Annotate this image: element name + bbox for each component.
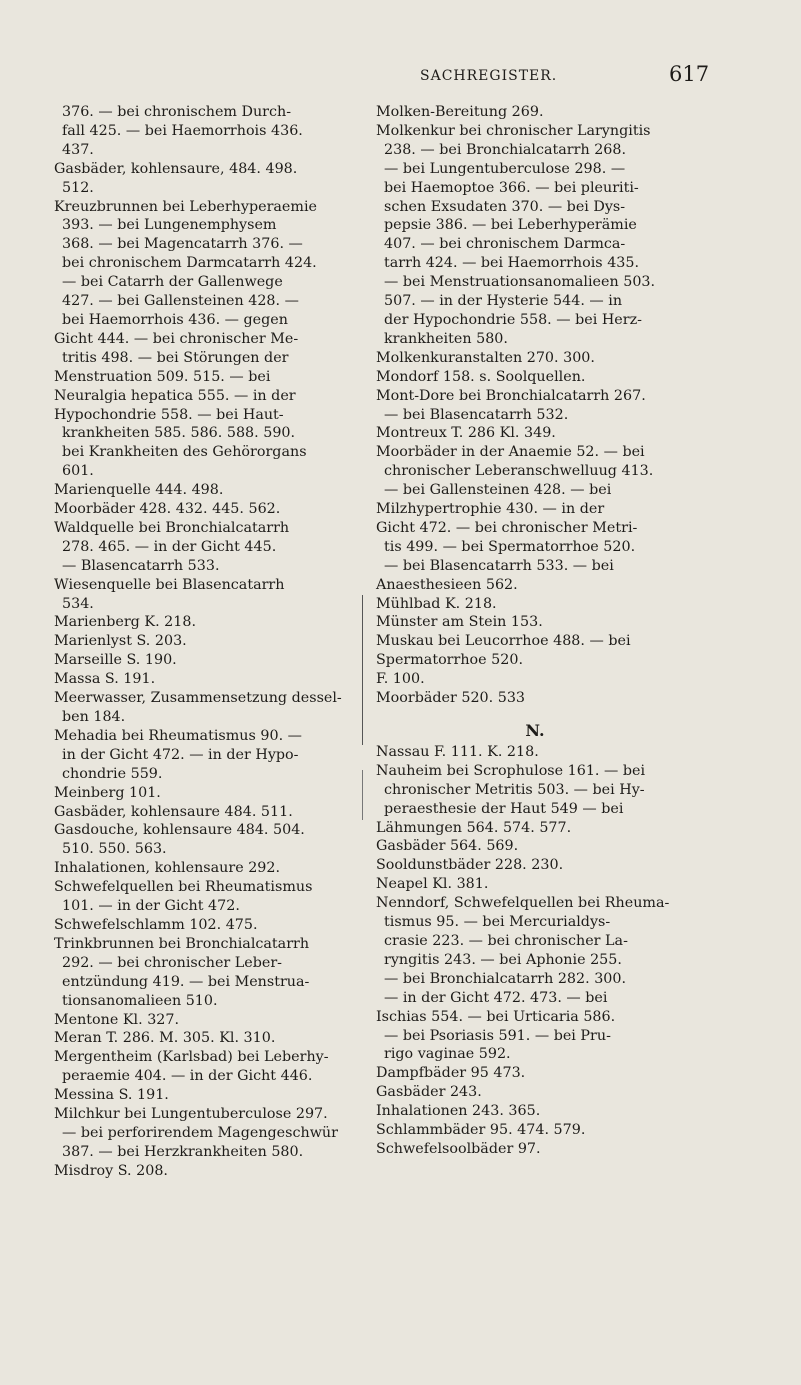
index-line: Hypochondrie 558. — bei Haut- [54, 406, 284, 423]
index-line: F. 100. [376, 671, 425, 688]
index-line: — bei Menstruationsanomalieen 503. [384, 274, 656, 291]
index-line: Schwefelsoolbäder 97. [376, 1140, 541, 1157]
index-line: peraemie 404. — in der Gicht 446. [62, 1068, 313, 1085]
index-line: Gasbäder, kohlensaure, 484. 498. [54, 160, 298, 177]
index-line: 507. — in der Hysterie 544. — in [384, 293, 623, 310]
index-line: Misdroy S. 208. [54, 1162, 168, 1179]
index-line: — bei Gallensteinen 428. — bei [384, 482, 612, 499]
index-line: Nassau F. 111. K. 218. [376, 743, 539, 760]
index-line: Molken-Bereitung 269. [376, 104, 544, 120]
index-line: Gasdouche, kohlensaure 484. 504. [54, 822, 305, 839]
index-line: Gasbäder 564. 569. [376, 838, 519, 855]
index-line: krankheiten 580. [384, 330, 508, 347]
index-line: — bei Blasencatarrh 532. [384, 406, 569, 423]
index-line: peraesthesie der Haut 549 — bei [384, 800, 624, 817]
index-line: tionsanomalieen 510. [62, 992, 218, 1009]
index-line: Trinkbrunnen bei Bronchialcatarrh [54, 935, 310, 952]
running-title: SACHREGISTER. [420, 68, 558, 84]
index-line: rigo vaginae 592. [384, 1046, 511, 1063]
index-line: bei Haemoptoe 366. — bei pleuriti- [384, 179, 639, 196]
index-line: — Blasencatarrh 533. [62, 557, 220, 574]
index-line: Marienberg K. 218. [54, 614, 196, 631]
index-line: Ischias 554. — bei Urticaria 586. [376, 1008, 616, 1025]
index-line: Mühlbad K. 218. [376, 595, 497, 612]
index-line: — bei Catarrh der Gallenwege [62, 274, 283, 291]
index-line: Molkenkuranstalten 270. 300. [376, 349, 595, 366]
index-line: Moorbäder in der Anaemie 52. — bei [376, 444, 645, 461]
index-line: Meran T. 286. M. 305. Kl. 310. [54, 1030, 276, 1047]
column-divider-lower [362, 770, 363, 820]
index-line: Mondorf 158. s. Soolquellen. [376, 368, 586, 385]
index-line: Neuralgia hepatica 555. — in der [54, 387, 296, 404]
index-line: 512. [62, 179, 94, 196]
index-line: Muskau bei Leucorrhoe 488. — bei [376, 633, 631, 650]
index-line: 387. — bei Herzkrankheiten 580. [62, 1143, 304, 1160]
index-line: Neapel Kl. 381. [376, 876, 489, 893]
index-line: — in der Gicht 472. 473. — bei [384, 989, 608, 1006]
index-line: der Hypochondrie 558. — bei Herz- [384, 311, 642, 328]
index-line: Montreux T. 286 Kl. 349. [376, 425, 556, 442]
index-line: Meinberg 101. [54, 784, 161, 801]
section-heading-n: N. [525, 721, 545, 740]
page-number: 617 [669, 62, 710, 86]
index-line: 368. — bei Magencatarrh 376. — [62, 236, 303, 253]
index-line: chondrie 559. [62, 765, 163, 782]
index-line: Waldquelle bei Bronchialcatarrh [54, 519, 290, 536]
index-line: Milchkur bei Lungentuberculose 297. [54, 1106, 328, 1123]
index-line: Moorbäder 520. 533 [376, 690, 526, 707]
index-line: 534. [62, 595, 94, 612]
index-line: in der Gicht 472. — in der Hypo- [62, 746, 299, 763]
index-line: Marienlyst S. 203. [54, 633, 187, 650]
index-line: Meerwasser, Zusammensetzung dessel- [54, 690, 342, 707]
index-line: Mehadia bei Rheumatismus 90. — [54, 727, 302, 744]
index-line: — bei Blasencatarrh 533. — bei [384, 557, 614, 574]
page-header [0, 62, 801, 92]
index-line: 393. — bei Lungenemphysem [62, 217, 277, 234]
index-line: crasie 223. — bei chronischer La- [384, 932, 628, 949]
index-line: ryngitis 243. — bei Aphonie 255. [384, 951, 622, 968]
index-line: 376. — bei chronischem Durch- [62, 104, 292, 120]
column-divider [362, 595, 363, 745]
index-line: pepsie 386. — bei Leberhyperämie [384, 217, 637, 234]
index-line: bei Krankheiten des Gehörorgans [62, 444, 307, 461]
right-column [376, 103, 694, 1159]
index-line: tis 499. — bei Spermatorrhoe 520. [384, 538, 636, 555]
index-line: 510. 550. 563. [62, 841, 167, 858]
index-line: Spermatorrhoe 520. [376, 652, 523, 669]
index-line: Nenndorf, Schwefelquellen bei Rheuma- [376, 895, 670, 912]
index-line: Gicht 472. — bei chronischer Metri- [376, 519, 638, 536]
index-line: Mergentheim (Karlsbad) bei Leberhy- [54, 1049, 329, 1066]
index-line: 278. 465. — in der Gicht 445. [62, 538, 277, 555]
index-line: krankheiten 585. 586. 588. 590. [62, 425, 296, 442]
index-line: tarrh 424. — bei Haemorrhois 435. [384, 255, 640, 272]
index-line: bei chronischem Darmcatarrh 424. [62, 255, 317, 272]
index-line: Marseille S. 190. [54, 652, 177, 669]
left-column [54, 103, 354, 1181]
index-line: fall 425. — bei Haemorrhois 436. [62, 122, 303, 139]
index-line: Münster am Stein 153. [376, 614, 543, 631]
index-line: 427. — bei Gallensteinen 428. — [62, 293, 299, 310]
index-line: tismus 95. — bei Mercurialdys- [384, 914, 611, 931]
index-line: — bei Psoriasis 591. — bei Pru- [384, 1027, 611, 1044]
index-line: Moorbäder 428. 432. 445. 562. [54, 501, 281, 518]
index-line: Kreuzbrunnen bei Leberhyperaemie [54, 198, 317, 215]
index-line: bei Haemorrhois 436. — gegen [62, 311, 288, 328]
index-line: schen Exsudaten 370. — bei Dys- [384, 198, 626, 215]
index-line: — bei perforirendem Magengeschwür [62, 1124, 338, 1141]
index-line: Schwefelschlamm 102. 475. [54, 916, 258, 933]
index-line: Molkenkur bei chronischer Laryngitis [376, 122, 651, 139]
index-line: Messina S. 191. [54, 1087, 169, 1104]
index-line: 601. [62, 463, 94, 480]
index-line: Gasbäder 243. [376, 1084, 482, 1101]
index-line: 407. — bei chronischem Darmca- [384, 236, 626, 253]
index-line: 292. — bei chronischer Leber- [62, 954, 283, 971]
index-line: Milzhypertrophie 430. — in der [376, 501, 605, 518]
index-line: Anaesthesieen 562. [376, 576, 518, 593]
index-line: chronischer Metritis 503. — bei Hy- [384, 781, 645, 798]
index-line: entzündung 419. — bei Menstrua- [62, 973, 310, 990]
index-line: ben 184. [62, 709, 126, 725]
index-line: Schwefelquellen bei Rheumatismus [54, 879, 313, 896]
index-line: Sooldunstbäder 228. 230. [376, 857, 564, 874]
index-line: Schlammbäder 95. 474. 579. [376, 1122, 586, 1139]
index-line: tritis 498. — bei Störungen der [62, 349, 289, 366]
index-line: Mentone Kl. 327. [54, 1011, 180, 1028]
index-line: 437. [62, 141, 94, 158]
index-line: Gasbäder, kohlensaure 484. 511. [54, 803, 293, 820]
index-line: Massa S. 191. [54, 671, 156, 688]
index-line: Menstruation 509. 515. — bei [54, 368, 271, 385]
index-line: Dampfbäder 95 473. [376, 1065, 526, 1082]
index-line: Gicht 444. — bei chronischer Me- [54, 330, 299, 347]
index-line: — bei Bronchialcatarrh 282. 300. [384, 970, 627, 987]
index-line: 238. — bei Bronchialcatarrh 268. [384, 141, 627, 158]
index-line: Marienquelle 444. 498. [54, 482, 224, 499]
index-line: Mont-Dore bei Bronchialcatarrh 267. [376, 387, 646, 404]
index-line: Wiesenquelle bei Blasencatarrh [54, 576, 285, 593]
index-line: chronischer Leberanschwelluug 413. [384, 463, 654, 480]
index-line: Lähmungen 564. 574. 577. [376, 819, 572, 836]
index-line: Inhalationen, kohlensaure 292. [54, 860, 281, 877]
index-line: — bei Lungentuberculose 298. — [384, 160, 626, 177]
index-line: 101. — in der Gicht 472. [62, 898, 240, 915]
index-line: Nauheim bei Scrophulose 161. — bei [376, 762, 646, 779]
index-line: Inhalationen 243. 365. [376, 1103, 541, 1120]
